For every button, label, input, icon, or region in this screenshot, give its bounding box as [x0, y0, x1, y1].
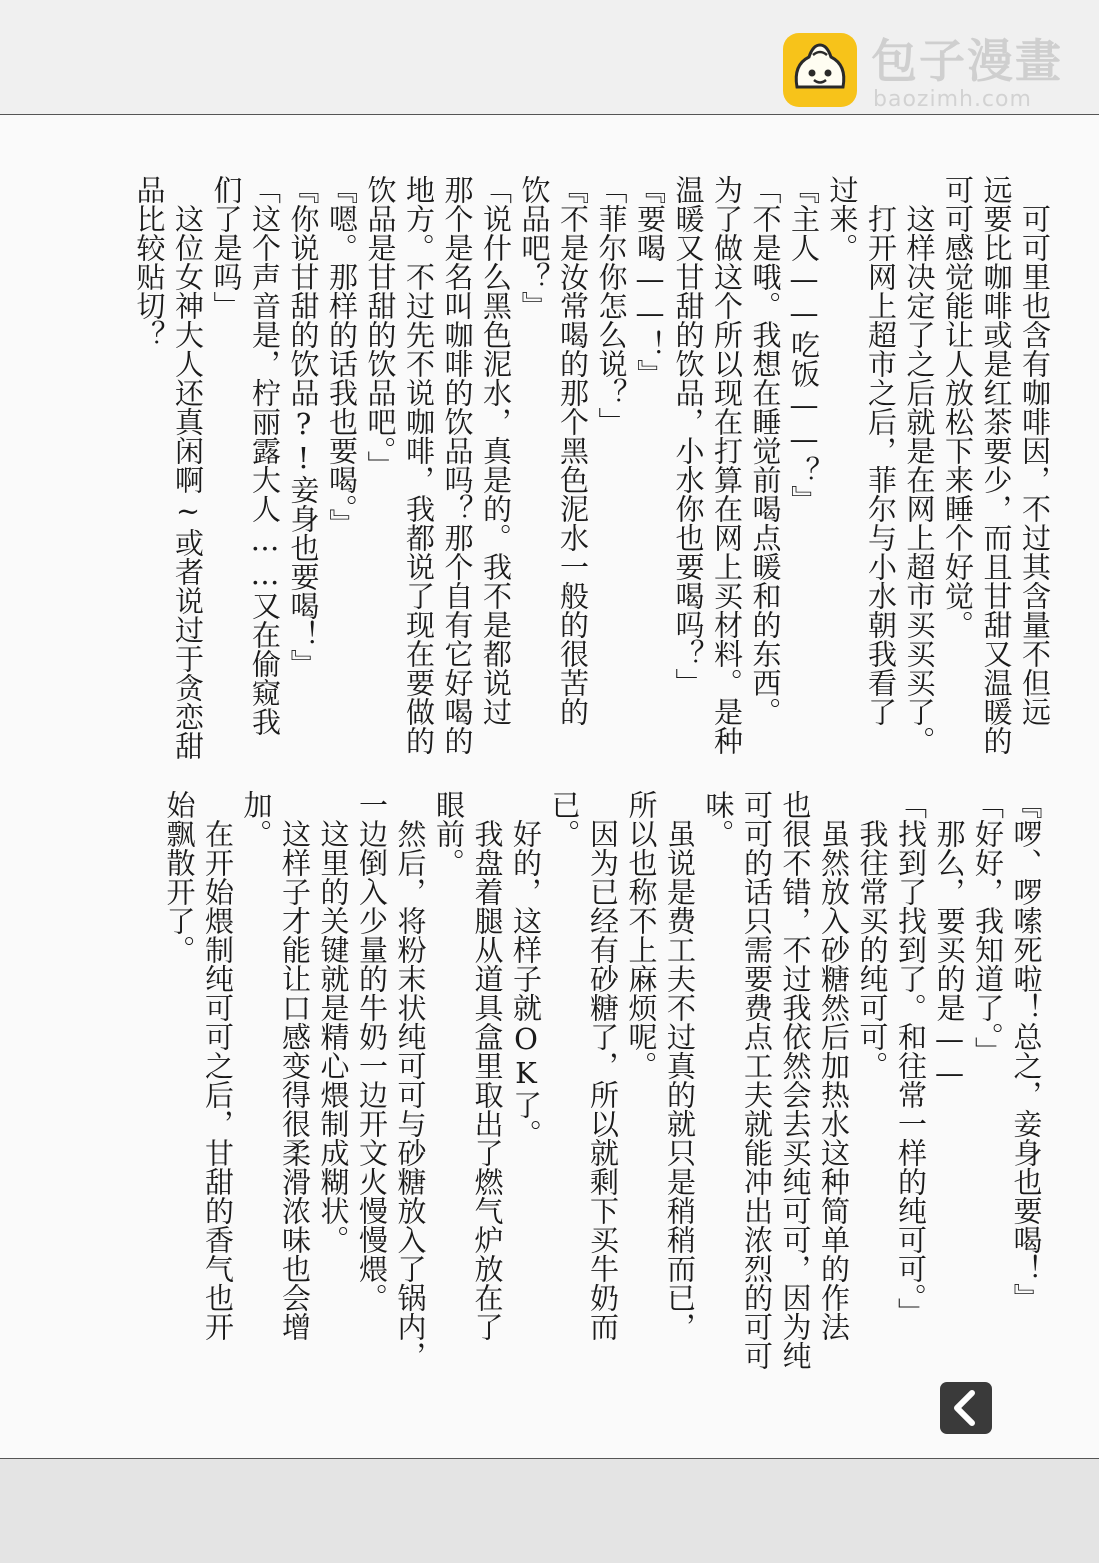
text-line: 打开网上超市之后，菲尔与小水朝我看了 — [864, 175, 898, 726]
text-line: 眼前。 — [432, 790, 466, 877]
text-line: 味。 — [701, 790, 736, 848]
text-line: 「好好，我知道了。」 — [971, 790, 1005, 1066]
text-line: 『嗯。那样的话我也要喝。』 — [325, 175, 359, 538]
text-line: 品比较贴切？ — [132, 175, 167, 349]
watermark-url: baozimh.com — [873, 87, 1032, 112]
text-line: 『啰、啰嗦死啦！总之，妾身也要喝！』 — [1009, 790, 1044, 1312]
text-line: 也很不错，不过我依然会去买纯可可，因为纯 — [778, 790, 813, 1370]
text-line: 然后，将粉末状纯可可与砂糖放入了锅内， — [393, 790, 428, 1370]
text-line: 温暖又甘甜的饮品，小水你也要喝吗？」 — [671, 175, 706, 697]
text-line: 可可感觉能让人放松下来睡个好觉。 — [941, 175, 975, 639]
text-line: 一边倒入少量的牛奶一边开文火慢慢煨。 — [355, 790, 389, 1312]
text-line: 所以也称不上麻烦呢。 — [624, 790, 659, 1080]
text-line: 虽然放入砂糖然后加热水这种简单的作法 — [817, 790, 851, 1341]
lower-text-block — [160, 790, 1046, 1370]
text-line: 这样决定了之后就是在网上超市买买买了。 — [902, 175, 937, 755]
watermark-name: 包子漫畫 — [871, 34, 1063, 88]
text-line: 可可的话只需要费点工夫就能冲出浓烈的可可 — [740, 790, 774, 1370]
text-line: 加。 — [239, 790, 274, 848]
text-line: 好的，这样子就OK了。 — [509, 790, 543, 1148]
text-line: 我往常买的纯可可。 — [855, 790, 890, 1080]
text-line: 那个是名叫咖啡的饮品吗？那个自有它好喝的 — [440, 175, 475, 755]
text-line: 『不是汝常喝的那个黑色泥水一般的很苦的 — [556, 175, 590, 726]
text-line: 我盘着腿从道具盒里取出了燃气炉放在了 — [470, 790, 505, 1341]
text-line: 远要比咖啡或是红茶要少，而且甘甜又温暖的 — [979, 175, 1014, 755]
footer-band — [0, 1459, 1099, 1563]
text-line: 『主人——吃饭——？』 — [787, 175, 821, 514]
chevron-left-icon — [940, 1382, 992, 1434]
text-line: 因为已经有砂糖了，所以就剩下买牛奶而 — [586, 790, 620, 1341]
text-line: 们了是吗」 — [209, 175, 244, 320]
bun-face-icon — [783, 33, 857, 107]
text-line: 「找到了找到了。和往常一样的纯可可。」 — [894, 790, 928, 1327]
text-line: 那么，要买的是—— — [932, 790, 967, 1090]
text-line: 「这个声音是，柠丽露大人……又在偷窥我 — [248, 175, 282, 736]
text-line: 饮品是甘甜的饮品吧。」 — [363, 175, 398, 480]
text-line: 「不是哦。我想在睡觉前喝点暖和的东西。 — [748, 175, 783, 726]
watermark-logo — [783, 33, 1073, 115]
text-line: 『你说甘甜的饮品?!妾身也要喝！』 — [286, 175, 321, 678]
text-line: 地方。不过先不说咖啡，我都说了现在要做的 — [402, 175, 436, 755]
upper-text-block — [130, 175, 1054, 760]
text-line: 为了做这个所以现在打算在网上买材料。是种 — [710, 175, 744, 755]
text-line: 「菲尔你怎么说？」 — [594, 175, 629, 436]
text-line: 可可里也含有咖啡因，不过其含量不但远 — [1018, 175, 1052, 726]
text-line: 这样子才能让口感变得很柔滑浓味也会增 — [278, 790, 312, 1341]
text-line: 这里的关键就是精心煨制成糊状。 — [316, 790, 351, 1254]
bottom-divider — [0, 1458, 1099, 1459]
text-line: 始飘散开了。 — [162, 790, 197, 964]
text-line: 饮品吧？』 — [517, 175, 552, 320]
text-line: 过来。 — [825, 175, 860, 262]
text-line: 已。 — [547, 790, 582, 848]
back-button[interactable] — [940, 1382, 992, 1434]
text-line: 这位女神大人还真闲啊~或者说过于贪恋甜 — [171, 175, 205, 760]
text-line: 『要喝——！』 — [633, 175, 667, 388]
text-line: 在开始煨制纯可可之后，甘甜的香气也开 — [201, 790, 235, 1341]
text-line: 「说什么黑色泥水，真是的。我不是都说过 — [479, 175, 513, 726]
text-line: 虽说是费工夫不过真的就只是稍稍而已， — [663, 790, 697, 1341]
